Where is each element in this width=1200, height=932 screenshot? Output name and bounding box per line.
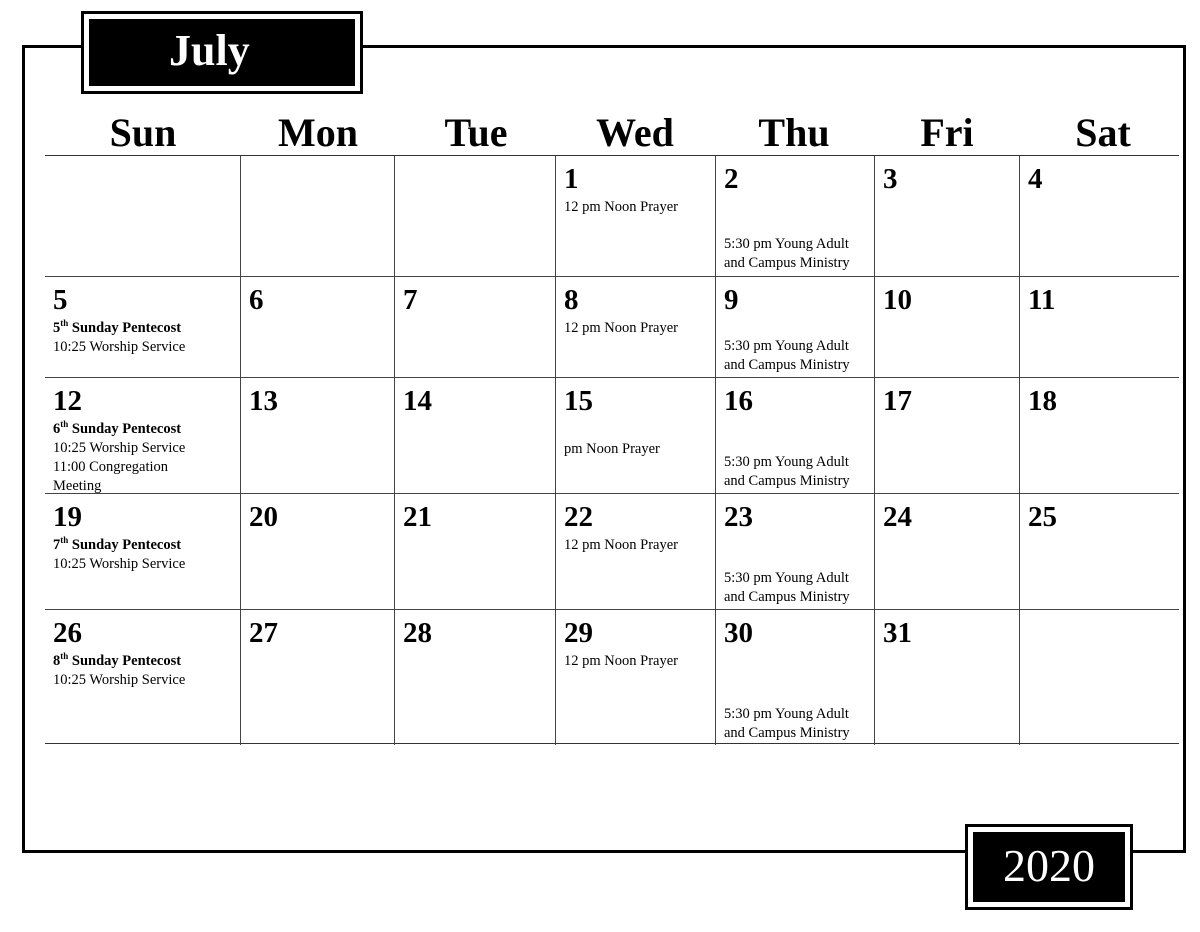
day-cell — [1019, 156, 1179, 276]
day-cell — [715, 377, 874, 493]
event-text: 10:25 Worship Service — [53, 440, 186, 456]
day-number: 10 — [883, 284, 912, 316]
day-cell — [240, 493, 394, 609]
ordinal-suffix: th — [60, 419, 69, 430]
event-text: 10:25 Worship Service — [53, 556, 186, 572]
day-number: 27 — [249, 617, 278, 649]
weekday-header-wed: Wed — [596, 110, 674, 155]
event-text: 5:30 pm Young Adult — [724, 236, 849, 252]
event-text: Sunday Pentecost — [68, 320, 182, 336]
day-number: 29 — [564, 617, 593, 649]
day-cell — [874, 493, 1019, 609]
day-cell — [240, 156, 394, 276]
ordinal-suffix: th — [60, 318, 69, 329]
day-cell — [715, 156, 874, 276]
day-number: 11 — [1028, 284, 1056, 316]
day-cell — [45, 276, 240, 377]
day-number: 20 — [249, 501, 278, 533]
day-cell — [240, 377, 394, 493]
day-cell — [555, 609, 715, 745]
day-number: 24 — [883, 501, 912, 533]
ordinal-suffix: th — [60, 535, 69, 546]
event-text: and Campus Ministry — [724, 255, 850, 271]
month-title: July — [89, 19, 355, 86]
event-text: Sunday Pentecost — [68, 421, 182, 437]
event-text: Sunday Pentecost — [68, 537, 182, 553]
day-number: 25 — [1028, 501, 1057, 533]
day-number: 30 — [724, 617, 753, 649]
day-cell — [555, 156, 715, 276]
day-cell — [715, 609, 874, 745]
event-text: 11:00 Congregation — [53, 459, 169, 475]
ordinal-suffix: th — [60, 651, 69, 662]
ordinal-number: 7 — [53, 537, 61, 553]
day-number: 18 — [1028, 385, 1057, 417]
day-number: 9 — [724, 284, 739, 316]
event-text: 5:30 pm Young Adult — [724, 570, 849, 586]
day-number: 15 — [564, 385, 593, 417]
weekday-header-fri: Fri — [920, 110, 974, 155]
event-text: Sunday Pentecost — [68, 653, 182, 669]
day-cell — [1019, 609, 1179, 745]
event-text: and Campus Ministry — [724, 589, 850, 605]
weekday-header-thu: Thu — [758, 110, 830, 155]
day-number: 4 — [1028, 163, 1043, 195]
weekday-header-mon: Mon — [278, 110, 358, 155]
event-pentecost-label — [53, 319, 236, 338]
event-text: and Campus Ministry — [724, 473, 850, 489]
day-cell — [1019, 493, 1179, 609]
day-number: 26 — [53, 617, 82, 649]
day-number: 17 — [883, 385, 912, 417]
event-text: Meeting — [53, 478, 102, 494]
day-number: 28 — [403, 617, 432, 649]
event-text: 10:25 Worship Service — [53, 672, 186, 688]
day-number: 5 — [53, 284, 68, 316]
day-cell — [715, 493, 874, 609]
day-cell — [394, 493, 555, 609]
day-number: 13 — [249, 385, 278, 417]
month-title-box — [81, 11, 363, 94]
event-text: and Campus Ministry — [724, 357, 850, 373]
ordinal-number: 6 — [53, 421, 61, 437]
day-number: 2 — [724, 163, 739, 195]
day-number: 7 — [403, 284, 418, 316]
day-cell — [555, 377, 715, 493]
day-cell — [874, 609, 1019, 745]
day-cell — [874, 156, 1019, 276]
day-number: 22 — [564, 501, 593, 533]
day-cell — [240, 276, 394, 377]
day-cell — [45, 377, 240, 493]
event-pentecost-label — [53, 420, 236, 439]
day-number: 16 — [724, 385, 753, 417]
year-title: 2020 — [973, 832, 1125, 902]
weekday-header-tue: Tue — [444, 110, 508, 155]
event-text: 5:30 pm Young Adult — [724, 706, 849, 722]
day-number: 8 — [564, 284, 579, 316]
day-cell — [45, 609, 240, 745]
event-text: 5:30 pm Young Adult — [724, 454, 849, 470]
weekday-header-sun: Sun — [109, 110, 177, 155]
event-text: pm Noon Prayer — [564, 441, 660, 457]
day-cell — [394, 377, 555, 493]
day-cell — [555, 493, 715, 609]
day-number: 12 — [53, 385, 82, 417]
day-number: 14 — [403, 385, 432, 417]
event-pentecost-label — [53, 536, 236, 555]
event-text: and Campus Ministry — [724, 725, 850, 741]
day-number: 6 — [249, 284, 264, 316]
day-cell — [1019, 377, 1179, 493]
day-number: 3 — [883, 163, 898, 195]
weekday-header-sat: Sat — [1075, 110, 1131, 155]
day-number: 23 — [724, 501, 753, 533]
day-cell — [715, 276, 874, 377]
event-text: 12 pm Noon Prayer — [564, 199, 678, 215]
event-text: 12 pm Noon Prayer — [564, 320, 678, 336]
day-cell — [1019, 276, 1179, 377]
calendar-grid — [45, 155, 1179, 744]
event-pentecost-label — [53, 652, 236, 671]
day-number: 31 — [883, 617, 912, 649]
day-number: 19 — [53, 501, 82, 533]
day-number: 1 — [564, 163, 579, 195]
event-text: 12 pm Noon Prayer — [564, 537, 678, 553]
ordinal-number: 8 — [53, 653, 61, 669]
day-cell — [45, 156, 240, 276]
day-cell — [240, 609, 394, 745]
year-title-box — [965, 824, 1133, 910]
day-cell — [874, 377, 1019, 493]
ordinal-number: 5 — [53, 320, 61, 336]
event-text: 10:25 Worship Service — [53, 339, 186, 355]
day-cell — [394, 156, 555, 276]
day-cell — [394, 276, 555, 377]
day-cell — [45, 493, 240, 609]
event-text: 12 pm Noon Prayer — [564, 653, 678, 669]
day-cell — [394, 609, 555, 745]
day-cell — [555, 276, 715, 377]
day-number: 21 — [403, 501, 432, 533]
day-cell — [874, 276, 1019, 377]
event-text: 5:30 pm Young Adult — [724, 338, 849, 354]
